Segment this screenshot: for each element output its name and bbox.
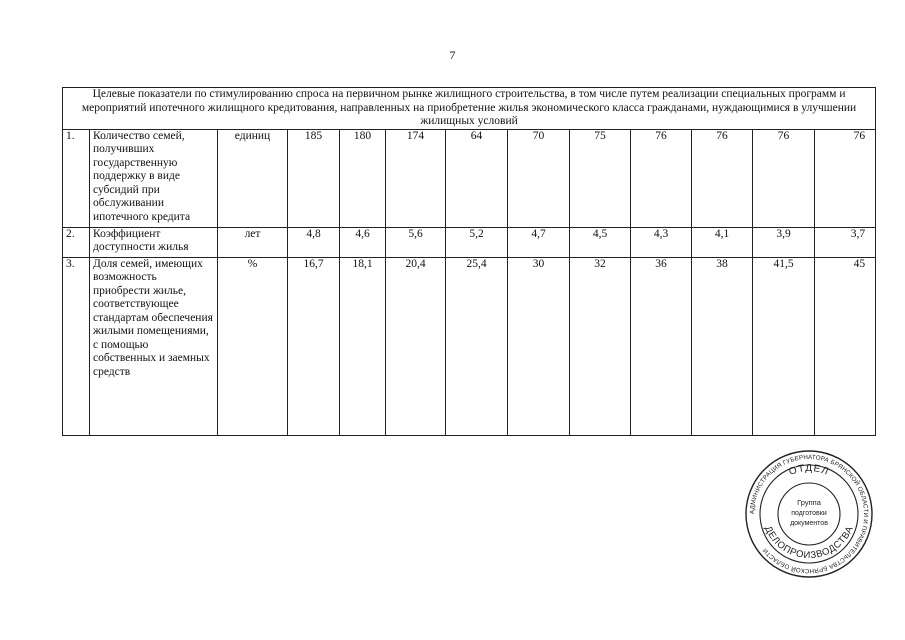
stamp-outer-text: АДМИНИСТРАЦИЯ ГУБЕРНАТОРА БРЯНСКОЙ ОБЛАСТИ И ПРАВИТЕЛЬСТВА БРЯНСКОЙ ОБЛАСТИ [748,453,870,575]
stamp-seal-icon [744,449,874,579]
row-number: 3. [63,257,90,435]
stamp-department-title: ОТДЕЛ [787,462,831,478]
value-cell: 16,7 [288,257,340,435]
stamp-department-name: ДЕЛОПРОИЗВОДСТВА [762,524,856,562]
indicator-name: Коэффициент доступности жилья [90,227,218,257]
page-number: 7 [449,48,456,62]
value-cell: 75 [570,129,631,227]
value-cell: 36 [631,257,692,435]
table-row [63,227,876,257]
row-number: 2. [63,227,90,257]
value-cell: 70 [508,129,570,227]
value-cell: 180 [340,129,386,227]
value-cell: 45 [815,257,876,435]
value-cell: 38 [692,257,753,435]
svg-text:ОТДЕЛ [788,463,831,478]
value-cell: 76 [692,129,753,227]
value-cell: 5,6 [386,227,446,257]
value-cell: 32 [570,257,631,435]
value-cell: 20,4 [386,257,446,435]
value-cell: 4,3 [631,227,692,257]
value-cell: 4,6 [340,227,386,257]
value-cell: 76 [815,129,876,227]
value-cell: 4,7 [508,227,570,257]
value-cell: 41,5 [753,257,815,435]
value-cell: 3,7 [815,227,876,257]
row-number: 1. [63,129,90,227]
official-stamp [744,449,874,579]
indicator-name: Количество семей, получивших государственную поддержку в виде субсидий при обслуживании ипотечного кредита [90,129,218,227]
value-cell: 64 [446,129,508,227]
table-row [63,257,876,435]
value-cell: 5,2 [446,227,508,257]
value-cell: 76 [753,129,815,227]
value-cell: 30 [508,257,570,435]
indicator-name: Доля семей, имеющих возможность приобрести жилье, соответствующее стандартам обеспечения жилыми помещениями, с помощью собственных и заемных средств [90,257,218,435]
stamp-center-line-1: Группа [797,498,821,507]
value-cell: 3,9 [753,227,815,257]
value-cell: 4,8 [288,227,340,257]
section-header-row [63,88,876,130]
section-header: Целевые показатели по стимулированию спроса на первичном рынке жилищного строительства, в том числе путем реализации специальных программ и мероприятий ипотечного жилищного кредитования, направленных на приобретение жилья экономического класса гражданами, нуждающимися в улучшении жилищных условий [63,88,876,130]
indicators-table [62,87,876,436]
value-cell: 25,4 [446,257,508,435]
value-cell: 18,1 [340,257,386,435]
value-cell: 4,5 [570,227,631,257]
unit: лет [218,227,288,257]
table-row [63,129,876,227]
stamp-center-line-2: подготовки [791,510,827,517]
unit: % [218,257,288,435]
value-cell: 4,1 [692,227,753,257]
stamp-center-line-3: документов [790,520,828,527]
unit: единиц [218,129,288,227]
value-cell: 174 [386,129,446,227]
svg-text:ДЕЛОПРОИЗВОДСТВА [762,524,856,561]
value-cell: 185 [288,129,340,227]
value-cell: 76 [631,129,692,227]
